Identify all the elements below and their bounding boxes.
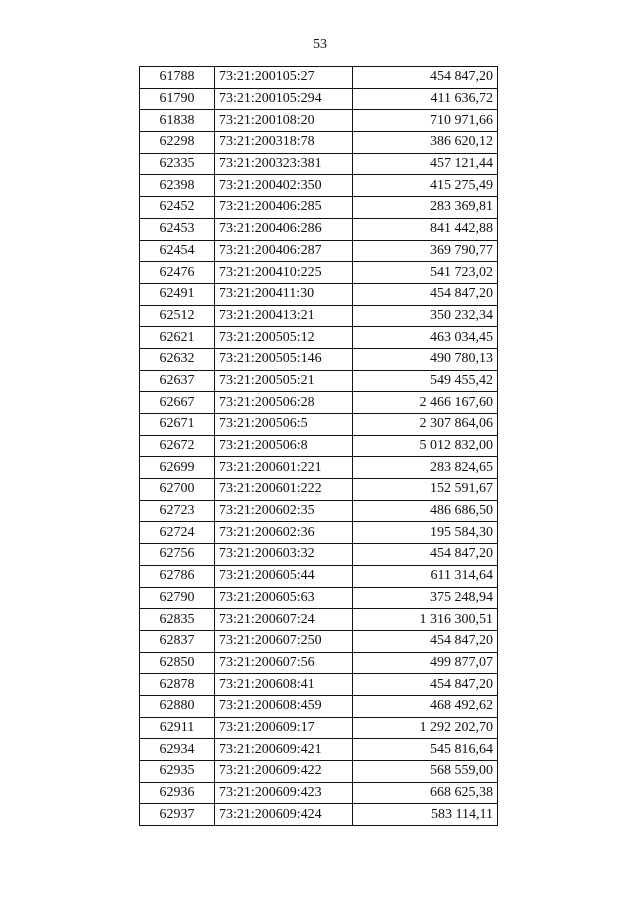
cadastral-value-cell: 152 591,67: [353, 479, 498, 501]
cadastral-number-cell: 73:21:200607:250: [215, 630, 353, 652]
table-row: [140, 132, 498, 154]
row-number-cell: 62621: [140, 327, 215, 349]
row-number-cell: 61790: [140, 88, 215, 110]
row-number-cell: 62452: [140, 197, 215, 219]
row-number-cell: 62936: [140, 782, 215, 804]
row-number-cell: 62935: [140, 761, 215, 783]
row-number-cell: 61838: [140, 110, 215, 132]
cadastral-number-cell: 73:21:200605:44: [215, 565, 353, 587]
row-number-cell: 62911: [140, 717, 215, 739]
row-number-cell: 62786: [140, 565, 215, 587]
cadastral-number-cell: 73:21:200609:424: [215, 804, 353, 826]
cadastral-value-cell: 375 248,94: [353, 587, 498, 609]
cadastral-number-cell: 73:21:200607:24: [215, 609, 353, 631]
cadastral-value-cell: 411 636,72: [353, 88, 498, 110]
row-number-cell: 62632: [140, 348, 215, 370]
table-row: [140, 370, 498, 392]
table-row: [140, 544, 498, 566]
table-row: [140, 500, 498, 522]
table-row: [140, 739, 498, 761]
cadastral-value-cell: 195 584,30: [353, 522, 498, 544]
row-number-cell: 62454: [140, 240, 215, 262]
table-row: [140, 153, 498, 175]
cadastral-number-cell: 73:21:200402:350: [215, 175, 353, 197]
cadastral-value-cell: 611 314,64: [353, 565, 498, 587]
cadastral-number-cell: 73:21:200605:63: [215, 587, 353, 609]
cadastral-number-cell: 73:21:200601:221: [215, 457, 353, 479]
cadastral-value-cell: 486 686,50: [353, 500, 498, 522]
row-number-cell: 62637: [140, 370, 215, 392]
cadastral-number-cell: 73:21:200609:421: [215, 739, 353, 761]
cadastral-value-cell: 5 012 832,00: [353, 435, 498, 457]
table-body: [140, 67, 498, 826]
table-row: [140, 674, 498, 696]
table-row: [140, 457, 498, 479]
cadastral-number-cell: 73:21:200406:286: [215, 218, 353, 240]
cadastral-number-cell: 73:21:200105:27: [215, 67, 353, 89]
cadastral-number-cell: 73:21:200602:35: [215, 500, 353, 522]
cadastral-number-cell: 73:21:200505:146: [215, 348, 353, 370]
table-row: [140, 283, 498, 305]
row-number-cell: 62512: [140, 305, 215, 327]
cadastral-number-cell: 73:21:200318:78: [215, 132, 353, 154]
cadastral-number-cell: 73:21:200410:225: [215, 262, 353, 284]
row-number-cell: 62476: [140, 262, 215, 284]
cadastral-value-cell: 454 847,20: [353, 630, 498, 652]
row-number-cell: 62398: [140, 175, 215, 197]
table-row: [140, 110, 498, 132]
cadastral-value-cell: 710 971,66: [353, 110, 498, 132]
cadastral-number-cell: 73:21:200411:30: [215, 283, 353, 305]
cadastral-value-cell: 668 625,38: [353, 782, 498, 804]
row-number-cell: 62724: [140, 522, 215, 544]
cadastral-number-cell: 73:21:200608:41: [215, 674, 353, 696]
table-row: [140, 609, 498, 631]
table-row: [140, 197, 498, 219]
table-row: [140, 479, 498, 501]
table-row: [140, 565, 498, 587]
cadastral-number-cell: 73:21:200506:8: [215, 435, 353, 457]
row-number-cell: 62937: [140, 804, 215, 826]
row-number-cell: 62298: [140, 132, 215, 154]
cadastral-value-cell: 454 847,20: [353, 67, 498, 89]
cadastral-number-cell: 73:21:200608:459: [215, 695, 353, 717]
cadastral-number-cell: 73:21:200602:36: [215, 522, 353, 544]
page-number: 53: [313, 37, 327, 52]
table-row: [140, 262, 498, 284]
row-number-cell: 62700: [140, 479, 215, 501]
table-row: [140, 327, 498, 349]
row-number-cell: 62878: [140, 674, 215, 696]
cadastral-value-cell: 415 275,49: [353, 175, 498, 197]
table-row: [140, 652, 498, 674]
table-row: [140, 348, 498, 370]
cadastral-number-cell: 73:21:200609:17: [215, 717, 353, 739]
row-number-cell: 62671: [140, 414, 215, 436]
cadastral-value-cell: 463 034,45: [353, 327, 498, 349]
row-number-cell: 62699: [140, 457, 215, 479]
cadastral-number-cell: 73:21:200609:423: [215, 782, 353, 804]
cadastral-number-cell: 73:21:200506:28: [215, 392, 353, 414]
table-row: [140, 67, 498, 89]
cadastral-value-cell: 568 559,00: [353, 761, 498, 783]
cadastral-value-cell: 1 292 202,70: [353, 717, 498, 739]
cadastral-value-cell: 283 369,81: [353, 197, 498, 219]
table-row: [140, 804, 498, 826]
cadastral-number-cell: 73:21:200506:5: [215, 414, 353, 436]
table-row: [140, 218, 498, 240]
cadastral-value-cell: 468 492,62: [353, 695, 498, 717]
cadastral-number-cell: 73:21:200413:21: [215, 305, 353, 327]
row-number-cell: 62491: [140, 283, 215, 305]
table-row: [140, 240, 498, 262]
row-number-cell: 62880: [140, 695, 215, 717]
cadastral-number-cell: 73:21:200603:32: [215, 544, 353, 566]
row-number-cell: 62756: [140, 544, 215, 566]
row-number-cell: 62835: [140, 609, 215, 631]
table-row: [140, 392, 498, 414]
table-row: [140, 782, 498, 804]
cadastral-number-cell: 73:21:200108:20: [215, 110, 353, 132]
table-row: [140, 717, 498, 739]
cadastral-value-cell: 454 847,20: [353, 674, 498, 696]
row-number-cell: 62723: [140, 500, 215, 522]
row-number-cell: 62837: [140, 630, 215, 652]
cadastral-value-cell: 457 121,44: [353, 153, 498, 175]
cadastral-number-cell: 73:21:200105:294: [215, 88, 353, 110]
cadastral-number-cell: 73:21:200323:381: [215, 153, 353, 175]
table-row: [140, 435, 498, 457]
cadastral-number-cell: 73:21:200406:287: [215, 240, 353, 262]
cadastral-value-cell: 545 816,64: [353, 739, 498, 761]
cadastral-value-cell: 841 442,88: [353, 218, 498, 240]
cadastral-number-cell: 73:21:200406:285: [215, 197, 353, 219]
cadastral-value-cell: 499 877,07: [353, 652, 498, 674]
cadastral-number-cell: 73:21:200607:56: [215, 652, 353, 674]
row-number-cell: 62667: [140, 392, 215, 414]
cadastral-value-cell: 283 824,65: [353, 457, 498, 479]
cadastral-value-cell: 454 847,20: [353, 283, 498, 305]
table-row: [140, 175, 498, 197]
cadastral-number-cell: 73:21:200601:222: [215, 479, 353, 501]
cadastral-value-cell: 454 847,20: [353, 544, 498, 566]
cadastral-value-cell: 386 620,12: [353, 132, 498, 154]
cadastral-value-table: [139, 66, 498, 826]
cadastral-value-cell: 1 316 300,51: [353, 609, 498, 631]
row-number-cell: 62672: [140, 435, 215, 457]
cadastral-value-cell: 2 466 167,60: [353, 392, 498, 414]
table-row: [140, 587, 498, 609]
cadastral-value-cell: 583 114,11: [353, 804, 498, 826]
cadastral-value-cell: 369 790,77: [353, 240, 498, 262]
table-row: [140, 305, 498, 327]
table-row: [140, 630, 498, 652]
table-row: [140, 414, 498, 436]
cadastral-value-cell: 2 307 864,06: [353, 414, 498, 436]
row-number-cell: 62453: [140, 218, 215, 240]
row-number-cell: 62850: [140, 652, 215, 674]
row-number-cell: 62335: [140, 153, 215, 175]
row-number-cell: 62790: [140, 587, 215, 609]
cadastral-value-cell: 541 723,02: [353, 262, 498, 284]
cadastral-value-cell: 350 232,34: [353, 305, 498, 327]
cadastral-number-cell: 73:21:200609:422: [215, 761, 353, 783]
row-number-cell: 61788: [140, 67, 215, 89]
table-row: [140, 522, 498, 544]
row-number-cell: 62934: [140, 739, 215, 761]
table-row: [140, 88, 498, 110]
cadastral-number-cell: 73:21:200505:21: [215, 370, 353, 392]
table-row: [140, 761, 498, 783]
cadastral-number-cell: 73:21:200505:12: [215, 327, 353, 349]
cadastral-value-cell: 490 780,13: [353, 348, 498, 370]
cadastral-value-cell: 549 455,42: [353, 370, 498, 392]
table-row: [140, 695, 498, 717]
